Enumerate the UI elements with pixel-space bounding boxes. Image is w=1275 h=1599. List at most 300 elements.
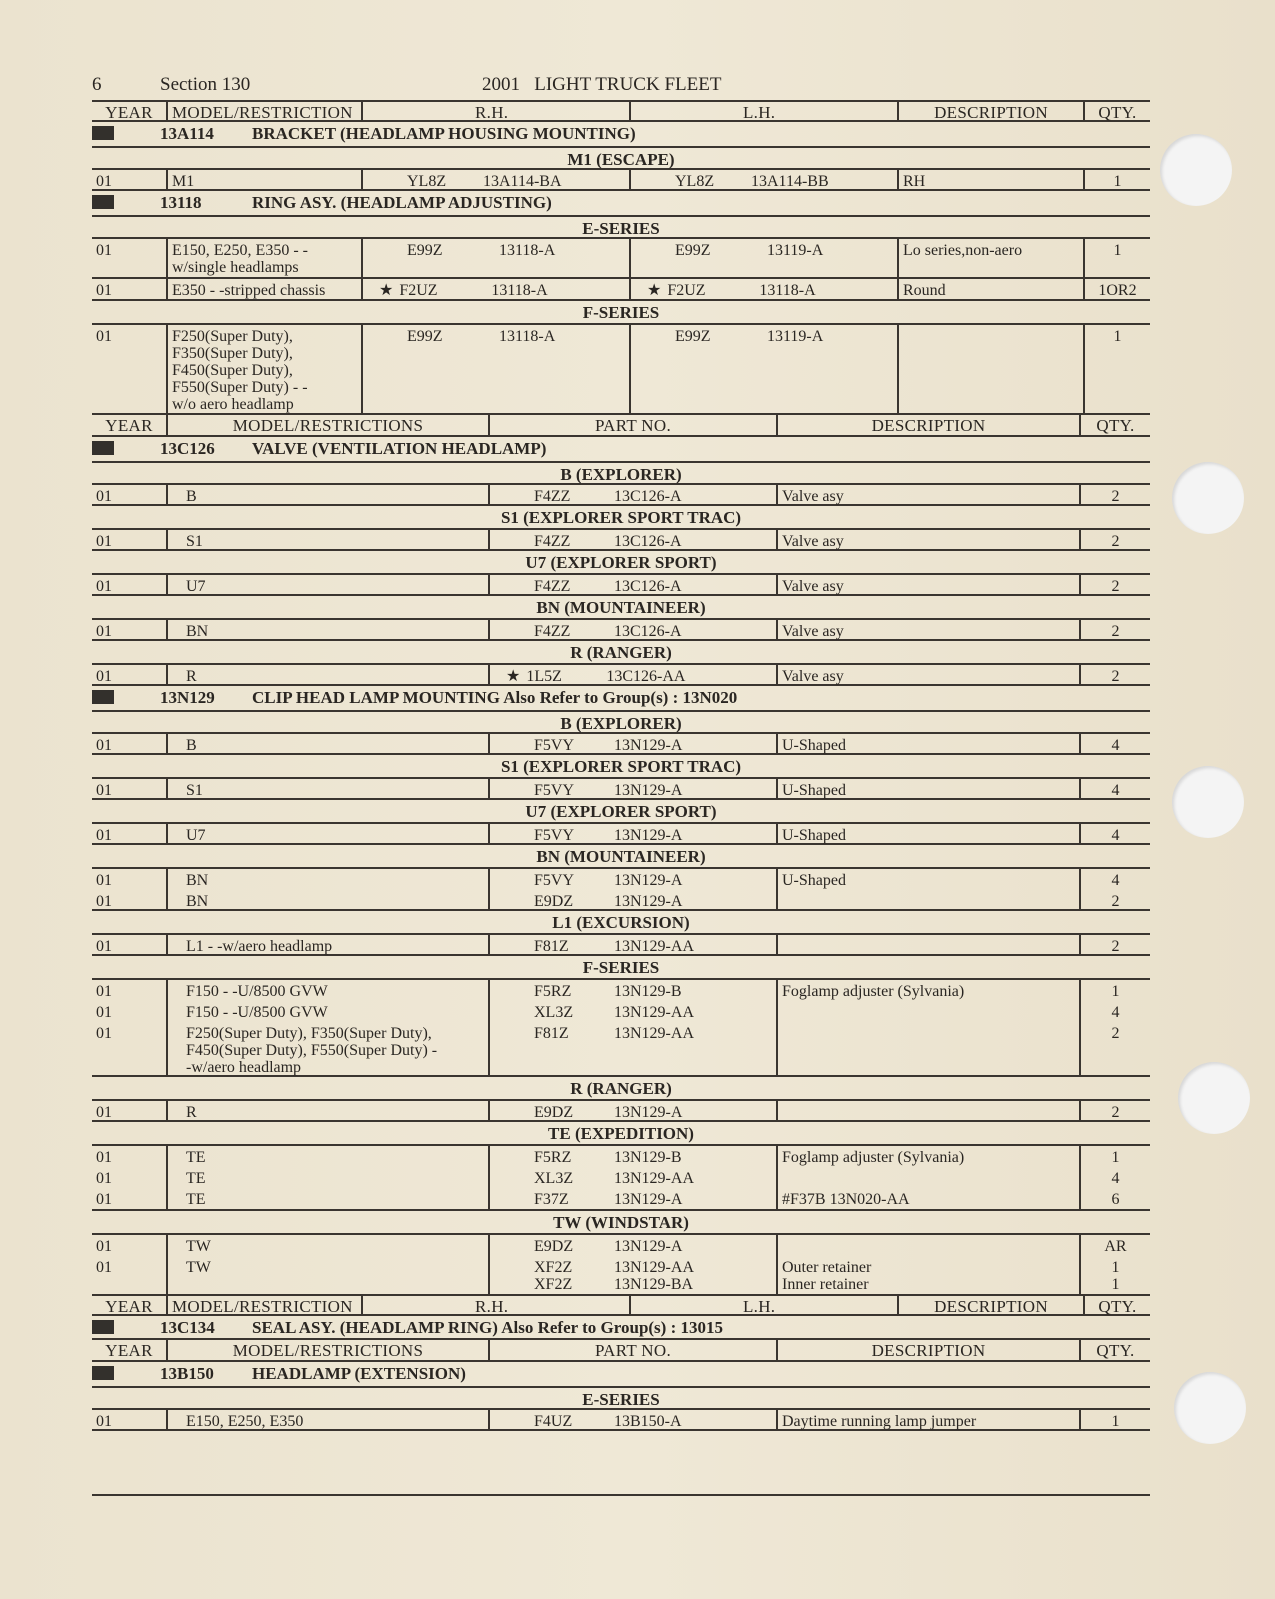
part-prefix: XL3Z bbox=[534, 1004, 574, 1021]
table-row bbox=[92, 170, 1150, 191]
cell-year: 01 bbox=[96, 1413, 112, 1430]
col-model: MODEL/RESTRICTIONS bbox=[166, 1340, 488, 1360]
cell-description: U-Shaped bbox=[776, 824, 1079, 843]
binder-hole bbox=[1172, 462, 1244, 534]
part-number: 13N129-A bbox=[614, 893, 683, 910]
cell-part-no bbox=[488, 1235, 776, 1256]
lh-part: 13119-A bbox=[767, 328, 824, 345]
rh-prefix: E99Z bbox=[407, 242, 443, 259]
cell-qty: 1 bbox=[1083, 239, 1150, 277]
cell-qty: 4 bbox=[1079, 734, 1150, 753]
page-title: 2001 LIGHT TRUCK FLEET bbox=[482, 74, 722, 95]
table-row bbox=[92, 1146, 1150, 1167]
rh-part: 13118-A bbox=[499, 242, 556, 259]
part-number: 13C126-A bbox=[614, 578, 682, 595]
col-qty: QTY. bbox=[1083, 1296, 1150, 1314]
cell-qty: 2 bbox=[1079, 575, 1150, 594]
part-prefix: F37Z bbox=[534, 1191, 569, 1208]
subgroup-heading: TW (WINDSTAR) bbox=[92, 1211, 1150, 1235]
subgroup-heading: BN (MOUNTAINEER) bbox=[92, 596, 1150, 620]
group-code: 13C126 bbox=[160, 439, 215, 458]
table-row bbox=[92, 734, 1150, 755]
cell-model: E150, E250, E350 bbox=[166, 1410, 488, 1429]
part-number: 13C126-A bbox=[614, 488, 682, 505]
cell-part-no bbox=[488, 575, 776, 594]
cell-model: F150 - -U/8500 GVW bbox=[166, 1001, 488, 1022]
part-number: 13N129-B bbox=[614, 983, 682, 1000]
cell-year: 01 bbox=[96, 328, 112, 345]
part-prefix: F4ZZ bbox=[534, 533, 571, 550]
subgroup-heading: R (RANGER) bbox=[92, 1077, 1150, 1101]
cell-qty: 2 bbox=[1079, 485, 1150, 504]
table-row bbox=[92, 1235, 1150, 1256]
column-header-row bbox=[92, 1340, 1150, 1362]
part-number: 13N129-A bbox=[614, 827, 683, 844]
page-number: 6 bbox=[92, 74, 102, 95]
cell-part-no bbox=[488, 890, 776, 909]
group-code: 13C134 bbox=[160, 1318, 215, 1337]
part-prefix: XF2Z bbox=[534, 1276, 573, 1293]
cell-model: U7 bbox=[166, 575, 488, 594]
col-rh: R.H. bbox=[361, 1296, 629, 1314]
cell-description bbox=[776, 1101, 1079, 1120]
cell-rh bbox=[361, 170, 629, 189]
cell-description: Foglamp adjuster (Sylvania) bbox=[776, 1146, 1079, 1167]
cell-qty bbox=[1079, 1256, 1150, 1294]
rh-part: 13118-A bbox=[491, 282, 548, 299]
cell-year: 01 bbox=[96, 242, 112, 259]
subgroup-heading: U7 (EXPLORER SPORT) bbox=[92, 551, 1150, 575]
cell-year: 01 bbox=[96, 1238, 112, 1255]
description-line: Outer retainer bbox=[782, 1259, 872, 1276]
table-row bbox=[92, 1001, 1150, 1022]
cell-model: S1 bbox=[166, 779, 488, 798]
cell-model: S1 bbox=[166, 530, 488, 549]
column-header-row bbox=[92, 100, 1150, 122]
table-row bbox=[92, 1167, 1150, 1188]
cell-model: B bbox=[166, 485, 488, 504]
cell-year: 01 bbox=[96, 282, 112, 299]
binder-hole bbox=[1174, 1372, 1246, 1444]
cell-part-no bbox=[488, 620, 776, 639]
cell-description bbox=[897, 325, 1083, 413]
cell-part-no bbox=[488, 869, 776, 890]
group-title: HEADLAMP (EXTENSION) bbox=[252, 1364, 466, 1383]
cell-qty: 4 bbox=[1079, 1001, 1150, 1022]
cell-year: 01 bbox=[96, 623, 112, 640]
cell-year: 01 bbox=[96, 983, 112, 1000]
cell-part-no bbox=[488, 1146, 776, 1167]
cell-lh bbox=[629, 279, 897, 299]
cell-part-no bbox=[488, 485, 776, 504]
cell-description: Daytime running lamp jumper bbox=[776, 1410, 1079, 1429]
table-row bbox=[92, 1022, 1150, 1077]
cell-model: F150 - -U/8500 GVW bbox=[166, 980, 488, 1001]
cell-year: 01 bbox=[96, 1149, 112, 1166]
group-heading bbox=[92, 1362, 1150, 1386]
bottom-rule bbox=[92, 1494, 1150, 1496]
cell-model: BN bbox=[166, 869, 488, 890]
table-row bbox=[92, 575, 1150, 596]
cell-description: Foglamp adjuster (Sylvania) bbox=[776, 980, 1079, 1001]
cell-part-no bbox=[488, 779, 776, 798]
cell-description: Valve asy bbox=[776, 620, 1079, 639]
part-prefix: F4ZZ bbox=[534, 623, 571, 640]
cell-qty: AR bbox=[1079, 1235, 1150, 1256]
group-marker-icon bbox=[92, 126, 114, 140]
part-prefix: F81Z bbox=[534, 938, 569, 955]
binder-hole bbox=[1172, 766, 1244, 838]
lh-prefix: E99Z bbox=[675, 242, 711, 259]
group-heading bbox=[92, 191, 1150, 215]
part-prefix: F4ZZ bbox=[534, 488, 571, 505]
cell-year: 01 bbox=[96, 1004, 112, 1021]
part-number: 13N129-A bbox=[614, 872, 683, 889]
cell-part-no bbox=[488, 665, 776, 684]
cell-model: U7 bbox=[166, 824, 488, 843]
cell-model: BN bbox=[166, 890, 488, 909]
group-code: 13A114 bbox=[160, 124, 214, 143]
cell-description bbox=[776, 1022, 1079, 1075]
subgroup-heading: M1 (ESCAPE) bbox=[92, 146, 1150, 170]
cell-part-no bbox=[488, 1101, 776, 1120]
cell-year: 01 bbox=[96, 1259, 112, 1276]
cell-rh bbox=[361, 325, 629, 413]
cell-part-no bbox=[488, 1410, 776, 1429]
subgroup-heading: S1 (EXPLORER SPORT TRAC) bbox=[92, 506, 1150, 530]
group-title: SEAL ASY. (HEADLAMP RING) Also Refer to Group(s) : 13015 bbox=[252, 1318, 723, 1337]
cell-qty: 2 bbox=[1079, 530, 1150, 549]
cell-year: 01 bbox=[96, 488, 112, 505]
lh-prefix: YL8Z bbox=[675, 173, 715, 190]
col-model: MODEL/RESTRICTIONS bbox=[166, 415, 488, 435]
part-prefix: E9DZ bbox=[534, 1104, 574, 1121]
cell-description: Valve asy bbox=[776, 485, 1079, 504]
part-prefix: F5VY bbox=[534, 782, 575, 799]
subgroup-heading: TE (EXPEDITION) bbox=[92, 1122, 1150, 1146]
cell-model: TE bbox=[166, 1188, 488, 1209]
lh-prefix: F2UZ bbox=[667, 282, 706, 299]
table-row bbox=[92, 485, 1150, 506]
col-part-no: PART NO. bbox=[488, 415, 776, 435]
cell-lh bbox=[629, 325, 897, 413]
column-header-row bbox=[92, 1294, 1150, 1316]
rh-prefix: YL8Z bbox=[407, 173, 447, 190]
part-number: 13C126-A bbox=[614, 623, 682, 640]
col-model: MODEL/RESTRICTION bbox=[166, 1296, 361, 1314]
table-row bbox=[92, 325, 1150, 415]
cell-part-no bbox=[488, 1188, 776, 1209]
part-prefix: F5VY bbox=[534, 872, 575, 889]
table-row bbox=[92, 1410, 1150, 1431]
part-prefix: F81Z bbox=[534, 1025, 569, 1042]
subgroup-heading: B (EXPLORER) bbox=[92, 461, 1150, 485]
col-year: YEAR bbox=[105, 1297, 153, 1316]
rh-part: 13118-A bbox=[499, 328, 556, 345]
table-row bbox=[92, 869, 1150, 890]
part-number: 13N129-AA bbox=[614, 1259, 694, 1276]
cell-year: 01 bbox=[96, 1104, 112, 1121]
cell-description: Valve asy bbox=[776, 575, 1079, 594]
part-number: 13N129-A bbox=[614, 1191, 683, 1208]
cell-year: 01 bbox=[96, 827, 112, 844]
col-description: DESCRIPTION bbox=[897, 102, 1083, 120]
page-header bbox=[92, 74, 1152, 100]
cell-part-no bbox=[488, 1001, 776, 1022]
rh-part: 13A114-BA bbox=[483, 173, 562, 190]
cell-description bbox=[776, 1001, 1079, 1022]
part-prefix: E9DZ bbox=[534, 1238, 574, 1255]
group-heading bbox=[92, 122, 1150, 146]
column-header-row bbox=[92, 415, 1150, 437]
cell-qty: 4 bbox=[1079, 779, 1150, 798]
part-number: 13C126-A bbox=[614, 533, 682, 550]
col-description: DESCRIPTION bbox=[776, 1340, 1079, 1360]
col-year: YEAR bbox=[105, 1341, 153, 1360]
cell-description: Valve asy bbox=[776, 665, 1079, 684]
part-prefix: F5VY bbox=[534, 737, 575, 754]
lh-prefix: E99Z bbox=[675, 328, 711, 345]
cell-part-no bbox=[488, 935, 776, 954]
part-number: 13N129-A bbox=[614, 737, 683, 754]
table-row bbox=[92, 665, 1150, 686]
cell-qty: 1 bbox=[1083, 170, 1150, 189]
table-row bbox=[92, 239, 1150, 279]
cell-rh bbox=[361, 279, 629, 299]
cell-qty: 2 bbox=[1079, 1101, 1150, 1120]
binder-hole bbox=[1160, 134, 1232, 206]
subgroup-heading: U7 (EXPLORER SPORT) bbox=[92, 800, 1150, 824]
cell-model: R bbox=[166, 665, 488, 684]
cell-description bbox=[776, 1256, 1079, 1294]
table-row bbox=[92, 279, 1150, 301]
part-number: 13B150-A bbox=[614, 1413, 682, 1430]
cell-model: TE bbox=[166, 1167, 488, 1188]
table-row bbox=[92, 1101, 1150, 1122]
table-row bbox=[92, 620, 1150, 641]
cell-model: E350 - -stripped chassis bbox=[166, 279, 361, 299]
cell-description: #F37B 13N020-AA bbox=[776, 1188, 1079, 1209]
cell-rh bbox=[361, 239, 629, 277]
rh-prefix: F2UZ bbox=[399, 282, 438, 299]
part-prefix: F5RZ bbox=[534, 983, 572, 1000]
cell-year: 01 bbox=[96, 938, 112, 955]
subgroup-heading: L1 (EXCURSION) bbox=[92, 911, 1150, 935]
cell-qty: 2 bbox=[1079, 1022, 1150, 1075]
binder-hole bbox=[1178, 1062, 1250, 1134]
cell-model: M1 bbox=[166, 170, 361, 189]
lh-part: 13A114-BB bbox=[751, 173, 829, 190]
cell-year: 01 bbox=[96, 578, 112, 595]
cell-description: Valve asy bbox=[776, 530, 1079, 549]
group-marker-icon bbox=[92, 441, 114, 455]
description-line: Inner retainer bbox=[782, 1276, 869, 1293]
cell-description: RH bbox=[897, 170, 1083, 189]
part-prefix: F4ZZ bbox=[534, 578, 571, 595]
subgroup-heading: BN (MOUNTAINEER) bbox=[92, 845, 1150, 869]
part-prefix: 1L5Z bbox=[526, 668, 562, 685]
cell-description: U-Shaped bbox=[776, 734, 1079, 753]
cell-year: 01 bbox=[96, 1025, 112, 1042]
col-part-no: PART NO. bbox=[488, 1340, 776, 1360]
part-number: 13N129-B bbox=[614, 1149, 682, 1166]
part-prefix: F5VY bbox=[534, 827, 575, 844]
col-qty: QTY. bbox=[1079, 1340, 1150, 1360]
subgroup-heading: B (EXPLORER) bbox=[92, 710, 1150, 734]
cell-description: U-Shaped bbox=[776, 779, 1079, 798]
table-row bbox=[92, 530, 1150, 551]
part-prefix: XL3Z bbox=[534, 1170, 574, 1187]
qty-line: 1 bbox=[1111, 1259, 1120, 1276]
cell-qty: 4 bbox=[1079, 869, 1150, 890]
group-heading bbox=[92, 686, 1150, 710]
group-code: 13B150 bbox=[160, 1364, 214, 1383]
cell-model: TW bbox=[166, 1235, 488, 1256]
subgroup-heading: F-SERIES bbox=[92, 956, 1150, 980]
cell-model: TE bbox=[166, 1146, 488, 1167]
cell-year: 01 bbox=[96, 872, 112, 889]
cell-model: L1 - -w/aero headlamp bbox=[166, 935, 488, 954]
cell-part-no bbox=[488, 1256, 776, 1294]
cell-year: 01 bbox=[96, 1170, 112, 1187]
group-title: VALVE (VENTILATION HEADLAMP) bbox=[252, 439, 547, 458]
parts-table bbox=[92, 100, 1150, 1431]
table-row bbox=[92, 779, 1150, 800]
table-row bbox=[92, 1256, 1150, 1294]
cell-part-no bbox=[488, 1022, 776, 1075]
cell-description bbox=[776, 1235, 1079, 1256]
part-number: 13N129-A bbox=[614, 1104, 683, 1121]
col-lh: L.H. bbox=[629, 102, 897, 120]
cell-year: 01 bbox=[96, 893, 112, 910]
star-icon: ★ bbox=[379, 282, 394, 299]
table-row bbox=[92, 980, 1150, 1001]
group-heading bbox=[92, 1316, 1150, 1340]
part-number: 13N129-AA bbox=[614, 1004, 694, 1021]
cell-model: E150, E250, E350 - - w/single headlamps bbox=[166, 239, 361, 277]
col-qty: QTY. bbox=[1079, 415, 1150, 435]
cell-qty: 4 bbox=[1079, 1167, 1150, 1188]
cell-part-no bbox=[488, 980, 776, 1001]
cell-model: BN bbox=[166, 620, 488, 639]
col-description: DESCRIPTION bbox=[897, 1296, 1083, 1314]
part-prefix: E9DZ bbox=[534, 893, 574, 910]
cell-year: 01 bbox=[96, 1191, 112, 1208]
part-prefix: XF2Z bbox=[534, 1259, 573, 1276]
cell-model: F250(Super Duty), F350(Super Duty), F450(Super Duty), F550(Super Duty) - - w/o aero headlamp bbox=[166, 325, 361, 413]
subgroup-heading: E-SERIES bbox=[92, 215, 1150, 239]
group-marker-icon bbox=[92, 195, 114, 209]
cell-qty: 2 bbox=[1079, 890, 1150, 909]
table-row bbox=[92, 935, 1150, 956]
cell-qty: 2 bbox=[1079, 935, 1150, 954]
cell-description: U-Shaped bbox=[776, 869, 1079, 890]
cell-description bbox=[776, 1167, 1079, 1188]
star-icon: ★ bbox=[506, 668, 521, 685]
subgroup-heading: S1 (EXPLORER SPORT TRAC) bbox=[92, 755, 1150, 779]
cell-part-no bbox=[488, 1167, 776, 1188]
col-year: YEAR bbox=[105, 416, 153, 435]
table-row bbox=[92, 890, 1150, 911]
lh-part: 13118-A bbox=[759, 282, 816, 299]
part-number: 13N129-AA bbox=[614, 1170, 694, 1187]
cell-lh bbox=[629, 170, 897, 189]
cell-qty: 4 bbox=[1079, 824, 1150, 843]
cell-year: 01 bbox=[96, 782, 112, 799]
group-title: BRACKET (HEADLAMP HOUSING MOUNTING) bbox=[252, 124, 636, 143]
cell-model: B bbox=[166, 734, 488, 753]
cell-year: 01 bbox=[96, 668, 112, 685]
part-number: 13N129-A bbox=[614, 782, 683, 799]
cell-description: Round bbox=[897, 279, 1083, 299]
col-year: YEAR bbox=[105, 103, 153, 122]
cell-year: 01 bbox=[96, 737, 112, 754]
cell-description: Lo series,non-aero bbox=[897, 239, 1083, 277]
part-number: 13C126-AA bbox=[606, 668, 686, 685]
cell-part-no bbox=[488, 734, 776, 753]
cell-qty: 6 bbox=[1079, 1188, 1150, 1209]
group-code: 13N129 bbox=[160, 688, 215, 707]
subgroup-heading: E-SERIES bbox=[92, 1386, 1150, 1410]
table-row bbox=[92, 824, 1150, 845]
subgroup-heading: F-SERIES bbox=[92, 301, 1150, 325]
group-marker-icon bbox=[92, 1320, 114, 1334]
cell-part-no bbox=[488, 530, 776, 549]
group-marker-icon bbox=[92, 1366, 114, 1380]
cell-qty: 1 bbox=[1083, 325, 1150, 413]
part-number: 13N129-AA bbox=[614, 1025, 694, 1042]
cell-year: 01 bbox=[96, 173, 112, 190]
part-number: 13N129-AA bbox=[614, 938, 694, 955]
cell-part-no bbox=[488, 824, 776, 843]
cell-lh bbox=[629, 239, 897, 277]
col-qty: QTY. bbox=[1083, 102, 1150, 120]
cell-qty: 1 bbox=[1079, 980, 1150, 1001]
group-title: RING ASY. (HEADLAMP ADJUSTING) bbox=[252, 193, 552, 212]
cell-description bbox=[776, 890, 1079, 909]
rh-prefix: E99Z bbox=[407, 328, 443, 345]
col-rh: R.H. bbox=[361, 102, 629, 120]
cell-model: F250(Super Duty), F350(Super Duty), F450(Super Duty), F550(Super Duty) - -w/aero headlamp bbox=[166, 1022, 488, 1075]
col-description: DESCRIPTION bbox=[776, 415, 1079, 435]
cell-description bbox=[776, 935, 1079, 954]
part-number: 13N129-BA bbox=[614, 1276, 694, 1293]
cell-model: TW bbox=[166, 1256, 488, 1294]
subgroup-heading: R (RANGER) bbox=[92, 641, 1150, 665]
table-row bbox=[92, 1188, 1150, 1211]
part-prefix: F5RZ bbox=[534, 1149, 572, 1166]
group-marker-icon bbox=[92, 690, 114, 704]
cell-year: 01 bbox=[96, 533, 112, 550]
cell-model: R bbox=[166, 1101, 488, 1120]
cell-qty: 1 bbox=[1079, 1146, 1150, 1167]
col-model: MODEL/RESTRICTION bbox=[166, 102, 361, 120]
cell-qty: 1 bbox=[1079, 1410, 1150, 1429]
cell-qty: 2 bbox=[1079, 620, 1150, 639]
group-heading bbox=[92, 437, 1150, 461]
cell-qty: 2 bbox=[1079, 665, 1150, 684]
col-lh: L.H. bbox=[629, 1296, 897, 1314]
part-number: 13N129-A bbox=[614, 1238, 683, 1255]
star-icon: ★ bbox=[647, 282, 662, 299]
group-title: CLIP HEAD LAMP MOUNTING Also Refer to Group(s) : 13N020 bbox=[252, 688, 738, 707]
qty-line: 1 bbox=[1111, 1276, 1120, 1293]
lh-part: 13119-A bbox=[767, 242, 824, 259]
part-prefix: F4UZ bbox=[534, 1413, 573, 1430]
group-code: 13118 bbox=[160, 193, 202, 212]
cell-qty: 1OR2 bbox=[1083, 279, 1150, 299]
section-label: Section 130 bbox=[160, 74, 251, 95]
